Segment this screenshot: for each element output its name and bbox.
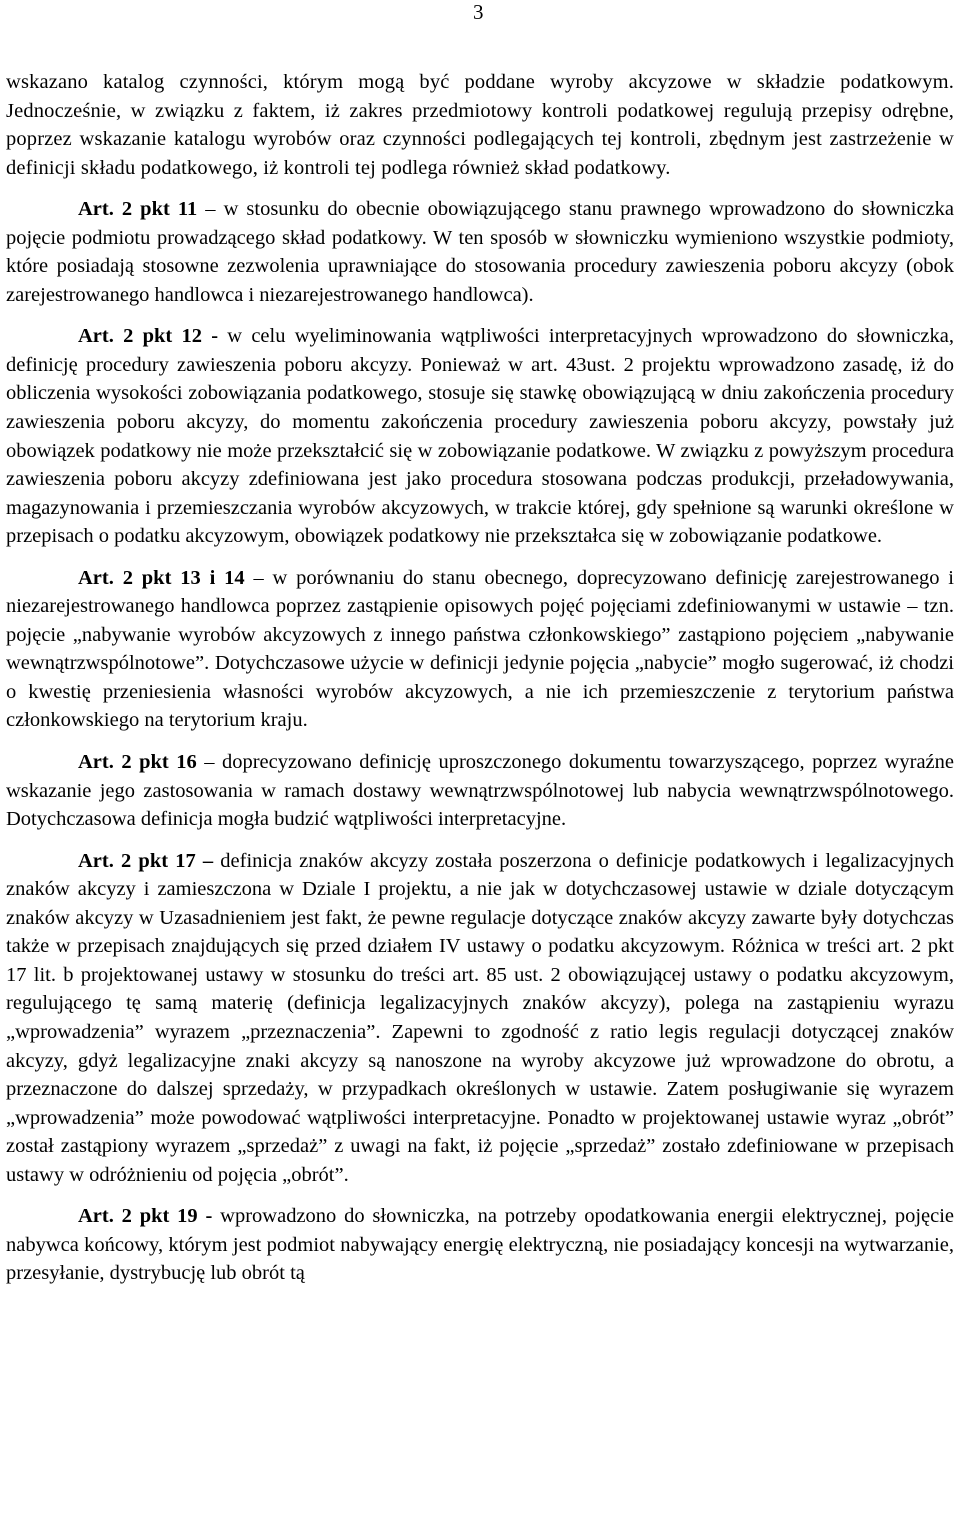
paragraph-text: w celu wyeliminowania wątpliwości interpretacyjnych wprowadzono do słowniczka, definicję procedury zawieszenia poboru akcyzy. Ponieważ w art. 43ust. 2 projektu wprowadzono zasadę, iż do obliczenia wysokości zobowiązania podatkowego, stosuje się stawkę obowiązującą w dniu zakończenia procedury zawieszenia poboru akcyzy, do momentu zakończenia procedury zawieszenia poboru akcyzy, powstały już obowiązek podatkowy nie może przekształcić się w zobowiązanie podatkowe. W związku z powyższym procedura zawieszenia poboru akcyzy zdefiniowana jest jako procedura stosowana podczas produkcji, przeładowywania, magazynowania i przemieszczania wyrobów akcyzowych, w trakcie której, gdy spełnione są warunki określone w przepisach o podatku akcyzowym, obowiązek podatkowy nie przekształca się w zobowiązanie podatkowe. [6,325,955,548]
paragraph-text: – doprecyzowano definicję uproszczonego dokumentu towarzyszącego, poprzez wyraźne wskazanie jego zastosowania w ramach dostawy wewnątrzwspólnotowej lub nabycia wewnątrzwspólnotowego. Dotychczasowa definicja mogła budzić wątpliwości interpretacyjne. [6,751,954,831]
article-heading: Art. 2 pkt 11 [78,198,198,221]
paragraph-art2-pkt13-14 [6,564,954,735]
paragraph-text: wprowadzono do słowniczka, na potrzeby opodatkowania energii elektrycznej, pojęcie nabywca końcowy, którym jest podmiot nabywający energię elektryczną, nie posiadający koncesji na wytwarzanie, przesyłanie, dystrybucję lub obrót tą [6,1205,955,1285]
paragraph-art2-pkt19 [6,1202,954,1288]
article-heading: Art. 2 pkt 12 - [78,325,219,348]
paragraph-text: wskazano katalog czynności, którym mogą być poddane wyroby akcyzowe w składzie podatkowym. Jednocześnie, w związku z faktem, iż zakres przedmiotowy kontroli podatkowej regulują przepisy odrębne, poprzez wskazanie katalogu wyrobów oraz czynności podlegających tej kontroli, zbędnym jest zastrzeżenie w definicji składu podatkowego, iż kontroli tej podlega również skład podatkowy. [6,71,954,179]
paragraph-skład-podatkowy [6,68,954,182]
page-number: 3 [473,0,484,24]
document-body [6,68,954,1288]
paragraph-text: definicja znaków akcyzy została poszerzona o definicje podatkowych i legalizacyjnych znaków akcyzy i zamieszczona w Dziale I projektu, a nie jak w dotychczasowej ustawie w dziale dotyczącym znaków akcyzy w Uzasadnieniem jest fakt, że pewne regulacje dotyczące znaków akcyzy zawarte były dotychczas także w przepisach znajdujących się przed działem IV ustawy o podatku akcyzowym. Różnica w treści art. 2 pkt 17 lit. b projektowanej ustawy w stosunku do treści art. 85 ust. 2 obowiązującej ustawy o podatku akcyzowym, regulującego tę samą materię (definicja legalizacyjnych znaków akcyzy), polega na zastąpieniu wyrazu „wprowadzenia” wyrazem „przeznaczenia”. Zapewni to zgodność z ratio legis regulacji dotyczącej znaków akcyzy, gdyż legalizacyjne znaki akcyzy są nanoszone na wyroby akcyzowe już wprowadzone do obrotu, a przeznaczone do dalszej sprzedaży, w przypadkach określonych w ustawie. Zatem posługiwanie się wyrazem „wprowadzenia” może powodować wątpliwości interpretacyjne. Ponadto w projektowanej ustawie wyraz „obrót” został zastąpiony wyrazem „sprzedaż” z uwagi na fakt, iż pojęcie „sprzedaż” zostało zdefiniowane w przepisach ustawy w odróżnieniu od pojęcia „obrót”. [6,849,955,1186]
paragraph-art2-pkt12 [6,322,954,550]
paragraph-text: – w stosunku do obecnie obowiązującego stanu prawnego wprowadzono do słowniczka pojęcie podmiotu prowadzącego skład podatkowy. W ten sposób w słowniczku wymieniono wszystkie podmioty, które posiadają stosowne zezwolenia uprawniające do stosowania procedury zawieszenia poboru akcyzy (obok zarejestrowanego handlowca i niezarejestrowanego handlowca). [6,198,955,306]
article-heading: Art. 2 pkt 19 - [78,1205,213,1228]
paragraph-art2-pkt16 [6,748,954,834]
article-heading: Art. 2 pkt 13 i 14 [78,566,245,589]
paragraph-art2-pkt17 [6,847,954,1190]
article-heading: Art. 2 pkt 17 – [78,849,214,872]
paragraph-text: – w porównaniu do stanu obecnego, doprecyzowano definicję zarejestrowanego i niezarejestrowanego handlowca poprzez zastąpienie opisowych pojęć pojęciami zdefiniowanymi w ustawie – tzn. pojęcie „nabywanie wyrobów akcyzowych z innego państwa członkowskiego” zastąpiono pojęciem „nabywanie wewnątrzwspólnotowe”. Dotychczasowe użycie w definicji jedynie pojęcia „nabycie” mogło sugerować, iż chodzi o kwestię przeniesienia własności wyrobów akcyzowych, a nie ich przemieszczenie z terytorium państwa członkowskiego na terytorium kraju. [6,566,954,732]
article-heading: Art. 2 pkt 16 [78,751,197,774]
paragraph-art2-pkt11 [6,195,954,309]
